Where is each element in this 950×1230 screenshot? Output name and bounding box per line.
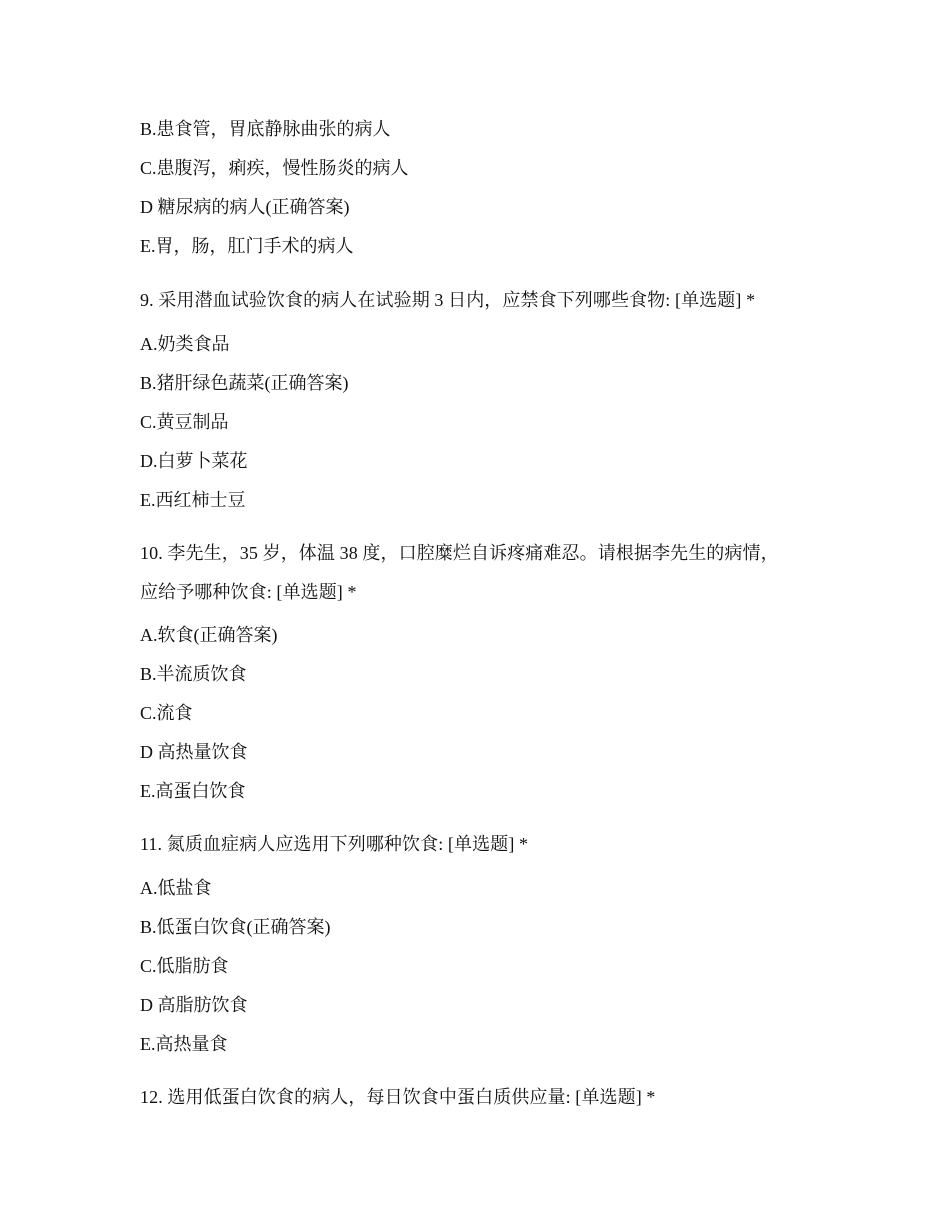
- question-10-option-e: E.高蛋白饮食: [140, 781, 246, 801]
- question-12-text: 12. 选用低蛋白饮食的病人，每日饮食中蛋白质供应量: [单选题] *: [140, 1087, 656, 1107]
- question-10-text-line1: 10. 李先生，35 岁，体温 38 度，口腔糜烂自诉疼痛难忍。请根据李先生的病情，: [140, 543, 779, 563]
- question-9-option-c: C.黄豆制品: [140, 412, 229, 432]
- question-11-option-b: B.低蛋白饮食(正确答案): [140, 917, 331, 937]
- question-11-option-c: C.低脂肪食: [140, 956, 229, 976]
- question-9-text: 9. 采用潜血试验饮食的病人在试验期 3 日内，应禁食下列哪些食物: [单选题] *: [140, 290, 756, 310]
- question-10-option-b: B.半流质饮食: [140, 664, 247, 684]
- question-10-option-a: A.软食(正确答案): [140, 625, 278, 645]
- question-10-text-line2: 应给予哪种饮食: [单选题] *: [140, 582, 357, 602]
- question-10-option-c: C.流食: [140, 703, 193, 723]
- question-9-option-b: B.猪肝绿色蔬菜(正确答案): [140, 373, 349, 393]
- option-c-prev: C.患腹泻，痢疾，慢性肠炎的病人: [140, 158, 409, 178]
- question-11-option-a: A.低盐食: [140, 878, 212, 898]
- question-11-text: 11. 氮质血症病人应选用下列哪种饮食: [单选题] *: [140, 834, 529, 854]
- question-9-option-e: E.西红柿士豆: [140, 490, 246, 510]
- option-e-prev: E.胃，肠，肛门手术的病人: [140, 236, 354, 256]
- option-d-prev: D 糖尿病的病人(正确答案): [140, 197, 350, 217]
- question-11-option-d: D 高脂肪饮食: [140, 995, 248, 1015]
- question-9-option-a: A.奶类食品: [140, 334, 230, 354]
- option-b-prev: B.患食管，胃底静脉曲张的病人: [140, 119, 391, 139]
- question-9-option-d: D.白萝卜菜花: [140, 451, 248, 471]
- question-11-option-e: E.高热量食: [140, 1034, 228, 1054]
- question-10-option-d: D 高热量饮食: [140, 742, 248, 762]
